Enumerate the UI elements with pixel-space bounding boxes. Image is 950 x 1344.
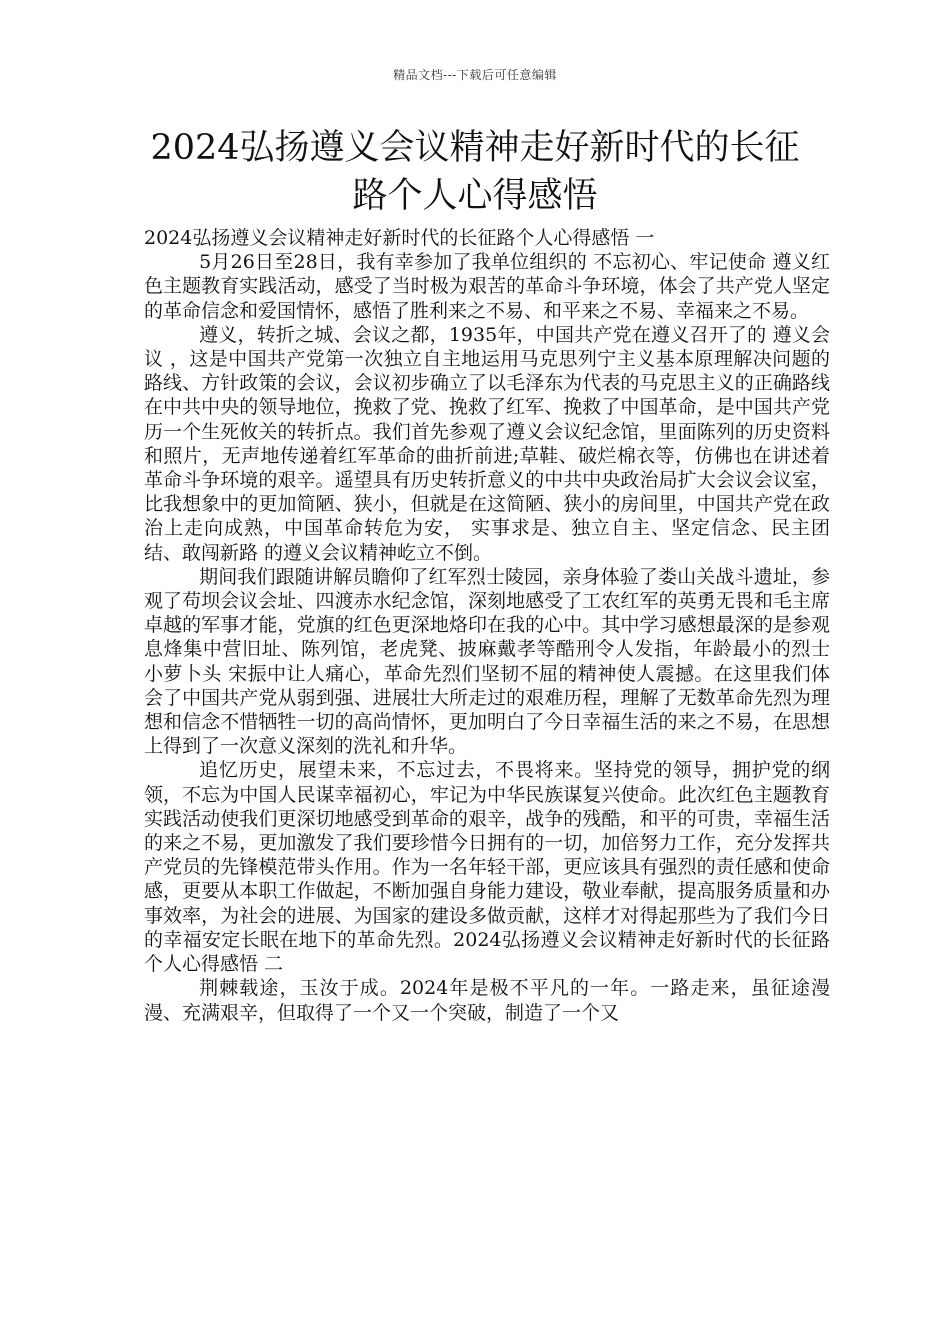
paragraph: 期间我们跟随讲解员瞻仰了红军烈士陵园，亲身体验了娄山关战斗遗址，参观了苟坝会议会址、四渡赤水纪念馆，深刻地感受了工农红军的英勇无畏和毛主席卓越的军事才能，党旗的红色更深地烙印在我的心中。其中学习感想最深的是参观息烽集中营旧址、陈列馆，老虎凳、披麻戴孝等酷刑令人发指，年龄最小的烈士 小萝卜头 宋振中让人痛心，革命先烈们坚韧不屈的精神使人震撼。在这里我们体会了中国共产党从弱到强、进展壮大所走过的艰难历程，理解了无数革命先烈为理想和信念不惜牺牲一切的高尚情怀，更加明白了今日幸福生活的来之不易，在思想上得到了一次意义深刻的洗礼和升华。 (144, 565, 830, 758)
document-body (144, 226, 830, 1025)
paragraph: 遵义，转折之城、会议之都，1935年，中国共产党在遵义召开了的 遵义会议 ，这是中国共产党第一次独立自主地运用马克思列宁主义基本原理解决问题的路线、方针政策的会议，会议初步确立了以毛泽东为代表的马克思主义的正确路线在中共中央的领导地位，挽救了党、挽救了红军、挽救了中国革命，是中国共产党历一个生死攸关的转折点。我们首先参观了遵义会议纪念馆，里面陈列的历史资料和照片，无声地传递着红军革命的曲折前进;草鞋、破烂棉衣等，仿佛也在讲述着革命斗争环境的艰辛。遥望具有历史转折意义的中共中央政治局扩大会议会议室，比我想象中的更加简陋、狭小，但就是在这简陋、狭小的房间里，中国共产党在政治上走向成熟，中国革命转危为安， 实事求是、独立自主、坚定信念、民主团结、敢闯新路 的遵义会议精神屹立不倒。 (144, 323, 830, 564)
page-header-note: 精品文档---下载后可任意编辑 (393, 68, 557, 82)
paragraph: 追忆历史，展望未来，不忘过去，不畏将来。坚持党的领导，拥护党的纲领，不忘为中国人民谋幸福初心，牢记为中华民族谋复兴使命。此次红色主题教育实践活动使我们更深切地感受到革命的艰辛，战争的残酷，和平的可贵，幸福生活的来之不易，更加激发了我们要珍惜今日拥有的一切，加倍努力工作，充分发挥共产党员的先锋模范带头作用。作为一名年轻干部，更应该具有强烈的责任感和使命感，更要从本职工作做起，不断加强自身能力建设，敬业奉献，提高服务质量和办事效率，为社会的进展、为国家的建设多做贡献，这样才对得起那些为了我们今日的幸福安定长眠在地下的革命先烈。2024弘扬遵义会议精神走好新时代的长征路个人心得感悟 二 (144, 759, 830, 976)
paragraph: 荆棘载途，玉汝于成。2024年是极不平凡的一年。一路走来，虽征途漫漫、充满艰辛，但取得了一个又一个突破，制造了一个又 (144, 977, 830, 1024)
section-heading-one: 2024弘扬遵义会议精神走好新时代的长征路个人心得感悟 一 (144, 227, 655, 249)
document-title: 2024弘扬遵义会议精神走好新时代的长征路个人心得感悟 (150, 128, 800, 216)
paragraph: 5月26日至28日，我有幸参加了我单位组织的 不忘初心、牢记使命 遵义红色主题教育实践活动，感受了当时极为艰苦的革命斗争环境，体会了共产党人坚定的革命信念和爱国情怀，感悟了胜利来之不易、和平来之不易、幸福来之不易。 (144, 251, 830, 322)
